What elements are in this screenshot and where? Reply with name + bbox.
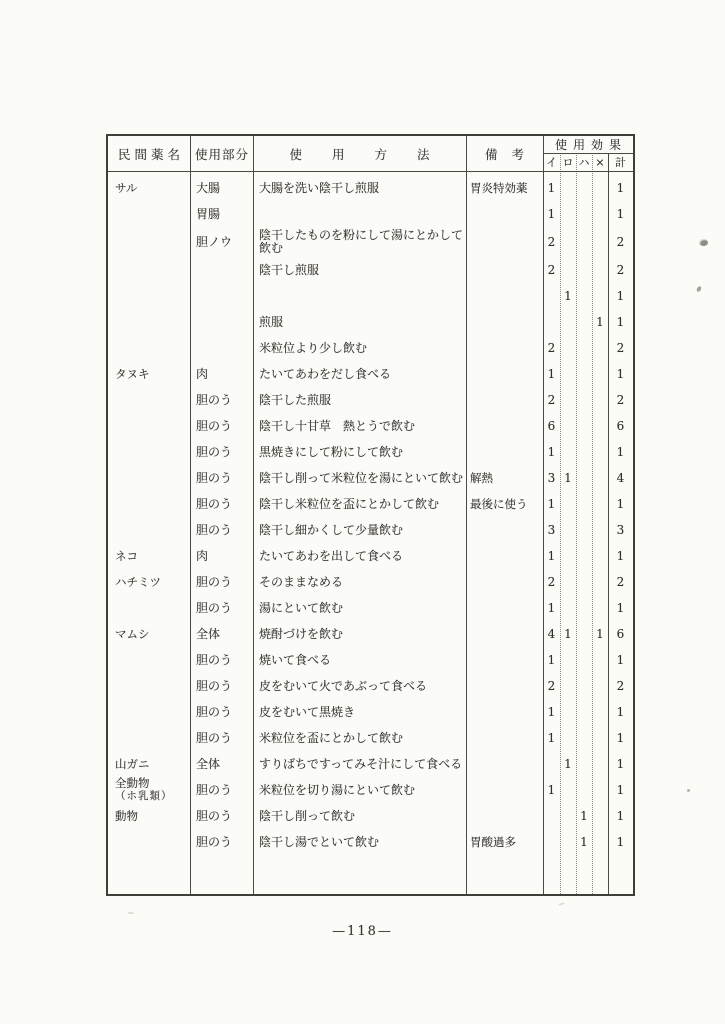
cell-remarks <box>466 257 543 283</box>
cell-folk-medicine-name: ハチミツ <box>115 574 161 589</box>
cell-usage-method: そのままなめる <box>259 574 344 589</box>
cell-effect-i: 1 <box>547 206 556 221</box>
cell-folk-medicine-name <box>108 309 190 335</box>
cell-effect-x <box>592 283 608 309</box>
cell-remarks <box>466 335 543 361</box>
table-row <box>108 465 633 491</box>
cell-remarks <box>466 309 543 335</box>
cell-used-part <box>190 309 253 335</box>
cell-effect-ro <box>560 257 576 283</box>
cell-used-part: 胆のう <box>196 444 233 459</box>
cell-effect-ha <box>576 335 592 361</box>
cell-folk-medicine-name <box>108 517 190 543</box>
cell-effect-x <box>592 829 608 855</box>
table-row <box>108 517 633 543</box>
cell-effect-i: 2 <box>547 574 556 589</box>
cell-usage-method: 皮をむいて火であぶって食べる <box>259 678 428 693</box>
cell-usage-method: 陰干したものを粉にして湯にとかして飲む <box>259 228 464 255</box>
cell-effect-total: 1 <box>616 756 625 771</box>
cell-usage-method: 陰干し湯でといて飲む <box>259 834 380 849</box>
cell-effect-x <box>592 517 608 543</box>
header-effect-x: × <box>595 155 605 169</box>
cell-usage-method: 陰干し細かくして少量飲む <box>259 522 404 537</box>
cell-effect-x <box>592 439 608 465</box>
cell-effect-total: 4 <box>616 470 625 485</box>
cell-effect-i: 3 <box>547 470 556 485</box>
cell-effect-total: 1 <box>616 600 625 615</box>
cell-effect-ha <box>576 647 592 673</box>
cell-used-part: 胆のう <box>196 470 233 485</box>
cell-usage-method: 米粒位より少し飲む <box>259 340 368 355</box>
cell-remarks: 解熱 <box>470 470 493 485</box>
cell-effect-ha: 1 <box>580 808 588 823</box>
header-remarks: 備考 <box>484 146 538 162</box>
cell-effect-ha <box>576 543 592 569</box>
cell-effect-total: 2 <box>616 392 625 407</box>
cell-effect-ha <box>576 387 592 413</box>
cell-remarks <box>466 621 543 647</box>
table-row <box>108 175 633 201</box>
cell-effect-total: 1 <box>616 180 625 195</box>
cell-effect-x <box>592 413 608 439</box>
cell-folk-medicine-name <box>108 673 190 699</box>
table-row <box>108 413 633 439</box>
cell-used-part <box>190 335 253 361</box>
cell-effect-i: 2 <box>547 262 556 277</box>
table-row <box>108 387 633 413</box>
cell-used-part: 胆のう <box>196 678 233 693</box>
table-row <box>108 257 633 283</box>
cell-effect-ha <box>576 257 592 283</box>
cell-effect-ro <box>560 361 576 387</box>
cell-usage-method: 米粒位を切り湯にといて飲む <box>259 782 416 797</box>
cell-effect-i: 3 <box>547 522 556 537</box>
cell-effect-ro <box>560 175 576 201</box>
cell-effect-ro <box>560 595 576 621</box>
cell-effect-ha <box>576 439 592 465</box>
cell-used-part: 胆のう <box>196 600 233 615</box>
cell-effect-ha <box>576 361 592 387</box>
cell-effect-x <box>592 335 608 361</box>
folk-medicine-table <box>106 134 635 896</box>
cell-effect-i: 6 <box>547 418 556 433</box>
cell-folk-medicine-name <box>108 227 190 257</box>
cell-remarks <box>466 361 543 387</box>
cell-effect-i: 1 <box>547 548 556 563</box>
cell-effect-total: 1 <box>616 704 625 719</box>
cell-effect-i: 1 <box>547 704 556 719</box>
cell-effect-i: 1 <box>547 180 556 195</box>
table-row <box>108 361 633 387</box>
page-number: —118— <box>332 924 393 939</box>
cell-used-part: 胆のう <box>196 522 233 537</box>
scan-artifact <box>558 902 565 906</box>
cell-usage-method: 陰干し削って飲む <box>259 808 356 823</box>
cell-effect-ro <box>560 673 576 699</box>
cell-effect-ro: 1 <box>564 756 572 771</box>
cell-folk-medicine-name: ネコ <box>115 548 138 563</box>
table-row <box>108 751 633 777</box>
table-row <box>108 335 633 361</box>
cell-usage-method: 焼酎づけを飲む <box>259 626 344 641</box>
cell-remarks <box>466 387 543 413</box>
cell-folk-medicine-name <box>108 491 190 517</box>
cell-effect-total: 1 <box>616 206 625 221</box>
cell-folk-medicine-name: タヌキ <box>115 366 150 381</box>
table-body <box>108 172 633 894</box>
cell-effect-ro: 1 <box>564 626 572 641</box>
cell-effect-x <box>592 647 608 673</box>
cell-remarks: 胃炎特効薬 <box>470 180 528 195</box>
cell-effect-total: 1 <box>616 314 625 329</box>
cell-effect-ro <box>560 439 576 465</box>
cell-effect-i: 1 <box>547 600 556 615</box>
table-row <box>108 283 633 309</box>
cell-usage-method: 黒焼きにして粉にして飲む <box>259 444 404 459</box>
cell-used-part: 胆のう <box>196 730 233 745</box>
cell-effect-ha <box>576 413 592 439</box>
cell-remarks <box>466 725 543 751</box>
cell-folk-medicine-name: 全動物 （ホ乳類） <box>115 776 173 802</box>
cell-effect-x <box>592 595 608 621</box>
table-row <box>108 439 633 465</box>
cell-effect-i: 2 <box>547 392 556 407</box>
scan-artifact <box>696 285 702 292</box>
cell-folk-medicine-name <box>108 257 190 283</box>
cell-effect-total: 3 <box>616 522 625 537</box>
cell-effect-ro <box>560 777 576 803</box>
cell-effect-ro <box>560 335 576 361</box>
scan-artifact <box>687 789 690 792</box>
cell-folk-medicine-name <box>108 335 190 361</box>
cell-effect-x <box>592 201 608 227</box>
cell-used-part: 胆のう <box>196 496 233 511</box>
cell-used-part: 胆のう <box>196 652 233 667</box>
cell-effect-total: 6 <box>616 418 625 433</box>
cell-usage-method: たいてあわを出して食べる <box>259 548 404 563</box>
cell-folk-medicine-name <box>108 413 190 439</box>
cell-used-part: 胆ノウ <box>196 234 233 249</box>
table-row <box>108 569 633 595</box>
cell-usage-method: 焼いて食べる <box>259 652 332 667</box>
cell-usage-method: 煎服 <box>259 314 284 329</box>
table-row <box>108 621 633 647</box>
cell-usage-method: 陰干し米粒位を盃にとかして飲む <box>259 496 440 511</box>
cell-effect-ro <box>560 309 576 335</box>
cell-effect-i <box>543 751 560 777</box>
cell-remarks <box>466 517 543 543</box>
cell-effect-i <box>543 309 560 335</box>
cell-effect-ha: 1 <box>580 834 588 849</box>
cell-effect-x <box>592 387 608 413</box>
cell-effect-total: 2 <box>616 262 625 277</box>
cell-effect-total: 1 <box>616 496 625 511</box>
cell-effect-x <box>592 491 608 517</box>
header-usage-method: 使用方法 <box>289 146 460 162</box>
cell-effect-total: 6 <box>616 626 625 641</box>
cell-effect-x: 1 <box>596 314 604 329</box>
cell-effect-ha <box>576 699 592 725</box>
cell-effect-total: 2 <box>616 234 625 249</box>
cell-remarks <box>466 439 543 465</box>
cell-used-part: 肉 <box>196 548 209 563</box>
cell-usage-method: すりばちですってみそ汁にして食べる <box>259 756 463 771</box>
cell-effect-ha <box>576 201 592 227</box>
cell-used-part: 胆のう <box>196 782 233 797</box>
cell-name-line2: （ホ乳類） <box>115 790 173 802</box>
table-row <box>108 647 633 673</box>
cell-effect-i: 1 <box>547 444 556 459</box>
scan-artifact <box>128 912 134 914</box>
cell-effect-total: 1 <box>616 366 625 381</box>
cell-effect-ro <box>560 647 576 673</box>
cell-remarks <box>466 777 543 803</box>
cell-effect-i: 1 <box>547 652 556 667</box>
cell-remarks <box>466 569 543 595</box>
table-row <box>108 803 633 829</box>
table-row <box>108 829 633 855</box>
cell-usage-method: 湯にといて飲む <box>259 600 344 615</box>
cell-effect-ro <box>560 413 576 439</box>
table-row <box>108 309 633 335</box>
cell-effect-ha <box>576 673 592 699</box>
cell-effect-x <box>592 777 608 803</box>
cell-effect-i: 1 <box>547 366 556 381</box>
cell-effect-x <box>592 257 608 283</box>
cell-effect-total: 1 <box>616 548 625 563</box>
cell-effect-x <box>592 543 608 569</box>
cell-effect-ha <box>576 569 592 595</box>
cell-effect-ro <box>560 491 576 517</box>
cell-folk-medicine-name: マムシ <box>115 626 150 641</box>
cell-effect-ha <box>576 517 592 543</box>
cell-used-part <box>190 257 253 283</box>
cell-effect-total: 1 <box>616 730 625 745</box>
table-row <box>108 777 633 803</box>
cell-effect-ro <box>560 543 576 569</box>
cell-remarks <box>466 699 543 725</box>
cell-usage-method: 皮をむいて黒焼き <box>259 704 356 719</box>
cell-usage-method: 陰干し煎服 <box>259 262 320 277</box>
cell-effect-ha <box>576 309 592 335</box>
table-row <box>108 725 633 751</box>
cell-effect-total: 1 <box>616 288 625 303</box>
cell-effect-x <box>592 175 608 201</box>
cell-used-part: 胆のう <box>196 392 233 407</box>
cell-effect-ro <box>560 699 576 725</box>
cell-remarks <box>466 803 543 829</box>
cell-used-part: 胆のう <box>196 418 233 433</box>
cell-effect-x <box>592 569 608 595</box>
cell-folk-medicine-name <box>108 725 190 751</box>
table-row <box>108 543 633 569</box>
cell-remarks <box>466 647 543 673</box>
cell-effect-i: 1 <box>547 730 556 745</box>
cell-effect-x <box>592 725 608 751</box>
cell-used-part: 胆のう <box>196 574 233 589</box>
cell-folk-medicine-name <box>108 595 190 621</box>
cell-effect-ha <box>576 621 592 647</box>
cell-effect-i: 4 <box>547 626 556 641</box>
cell-usage-method: 陰干した煎服 <box>259 392 332 407</box>
cell-effect-ro <box>560 569 576 595</box>
header-effect-i: イ <box>546 156 557 169</box>
table-row <box>108 673 633 699</box>
cell-effect-x <box>592 465 608 491</box>
cell-effect-ro: 1 <box>564 470 572 485</box>
cell-remarks <box>466 227 543 257</box>
cell-effect-i <box>543 283 560 309</box>
cell-folk-medicine-name: 動物 <box>115 808 138 823</box>
cell-effect-total: 2 <box>616 678 625 693</box>
header-effect-ha: ハ <box>578 156 590 169</box>
cell-folk-medicine-name <box>108 201 190 227</box>
cell-used-part: 大腸 <box>196 180 221 195</box>
cell-remarks: 胃酸過多 <box>470 834 516 849</box>
cell-effect-i <box>543 803 560 829</box>
cell-effect-total: 1 <box>616 834 625 849</box>
header-usage-effect: 使用効果 <box>554 138 627 152</box>
cell-effect-x: 1 <box>596 626 604 641</box>
cell-effect-x <box>592 699 608 725</box>
cell-effect-ha <box>576 227 592 257</box>
cell-effect-total: 1 <box>616 782 625 797</box>
cell-effect-total: 2 <box>616 340 625 355</box>
cell-used-part: 肉 <box>196 366 209 381</box>
cell-effect-ha <box>576 283 592 309</box>
header-used-part: 使用部分 <box>194 146 249 162</box>
cell-effect-ha <box>576 777 592 803</box>
table-row <box>108 699 633 725</box>
cell-usage-method: たいてあわをだし食べる <box>259 366 392 381</box>
cell-remarks <box>466 283 543 309</box>
cell-folk-medicine-name <box>108 465 190 491</box>
cell-folk-medicine-name <box>108 283 190 309</box>
cell-effect-ro: 1 <box>564 288 572 303</box>
cell-effect-ha <box>576 751 592 777</box>
cell-used-part: 胆のう <box>196 834 233 849</box>
cell-effect-total: 1 <box>616 652 625 667</box>
cell-folk-medicine-name: 山ガニ <box>115 756 150 771</box>
cell-folk-medicine-name <box>108 387 190 413</box>
cell-effect-ha <box>576 725 592 751</box>
cell-effect-x <box>592 803 608 829</box>
cell-effect-ro <box>560 725 576 751</box>
cell-usage-method: 米粒位を盃にとかして飲む <box>259 730 404 745</box>
header-effect-total: 計 <box>615 156 626 169</box>
cell-effect-ha <box>576 175 592 201</box>
cell-effect-ha <box>576 465 592 491</box>
cell-folk-medicine-name: サル <box>115 180 138 195</box>
cell-effect-x <box>592 361 608 387</box>
cell-used-part: 全体 <box>196 626 221 641</box>
cell-effect-ro <box>560 517 576 543</box>
cell-used-part: 胃腸 <box>196 206 221 221</box>
scan-artifact <box>699 239 708 246</box>
cell-effect-i: 2 <box>547 678 556 693</box>
cell-effect-total: 2 <box>616 574 625 589</box>
cell-folk-medicine-name <box>108 829 190 855</box>
cell-usage-method <box>253 201 466 227</box>
cell-effect-i: 1 <box>547 782 556 797</box>
cell-effect-x <box>592 673 608 699</box>
cell-folk-medicine-name <box>108 647 190 673</box>
cell-remarks <box>466 201 543 227</box>
table-row <box>108 227 633 257</box>
cell-effect-i <box>543 829 560 855</box>
cell-folk-medicine-name <box>108 439 190 465</box>
header-effect-ro: ロ <box>562 156 574 169</box>
cell-effect-ro <box>560 803 576 829</box>
cell-usage-method: 大腸を洗い陰干し煎服 <box>259 180 380 195</box>
cell-remarks <box>466 595 543 621</box>
cell-usage-method: 陰干し十甘草 熱とうで飲む <box>259 418 416 433</box>
cell-effect-ha <box>576 595 592 621</box>
table-row <box>108 491 633 517</box>
cell-effect-i: 1 <box>547 496 556 511</box>
cell-folk-medicine-name <box>108 699 190 725</box>
cell-usage-method <box>253 283 466 309</box>
cell-effect-i: 2 <box>547 234 556 249</box>
cell-effect-ro <box>560 227 576 257</box>
cell-used-part: 全体 <box>196 756 221 771</box>
cell-remarks <box>466 413 543 439</box>
cell-usage-method: 陰干し削って米粒位を湯にといて飲む <box>259 470 464 485</box>
cell-effect-ha <box>576 491 592 517</box>
cell-effect-ro <box>560 387 576 413</box>
table-row <box>108 201 633 227</box>
cell-effect-x <box>592 751 608 777</box>
cell-used-part <box>190 283 253 309</box>
cell-effect-total: 1 <box>616 444 625 459</box>
header-folk-medicine-name: 民間薬名 <box>117 146 184 162</box>
cell-effect-ro <box>560 829 576 855</box>
table-row <box>108 595 633 621</box>
cell-remarks <box>466 673 543 699</box>
cell-effect-total: 1 <box>616 808 625 823</box>
cell-effect-ro <box>560 201 576 227</box>
cell-effect-x <box>592 227 608 257</box>
cell-remarks <box>466 543 543 569</box>
cell-remarks: 最後に使う <box>470 496 528 511</box>
cell-used-part: 胆のう <box>196 704 233 719</box>
cell-remarks <box>466 751 543 777</box>
cell-effect-i: 2 <box>547 340 556 355</box>
cell-used-part: 胆のう <box>196 808 233 823</box>
